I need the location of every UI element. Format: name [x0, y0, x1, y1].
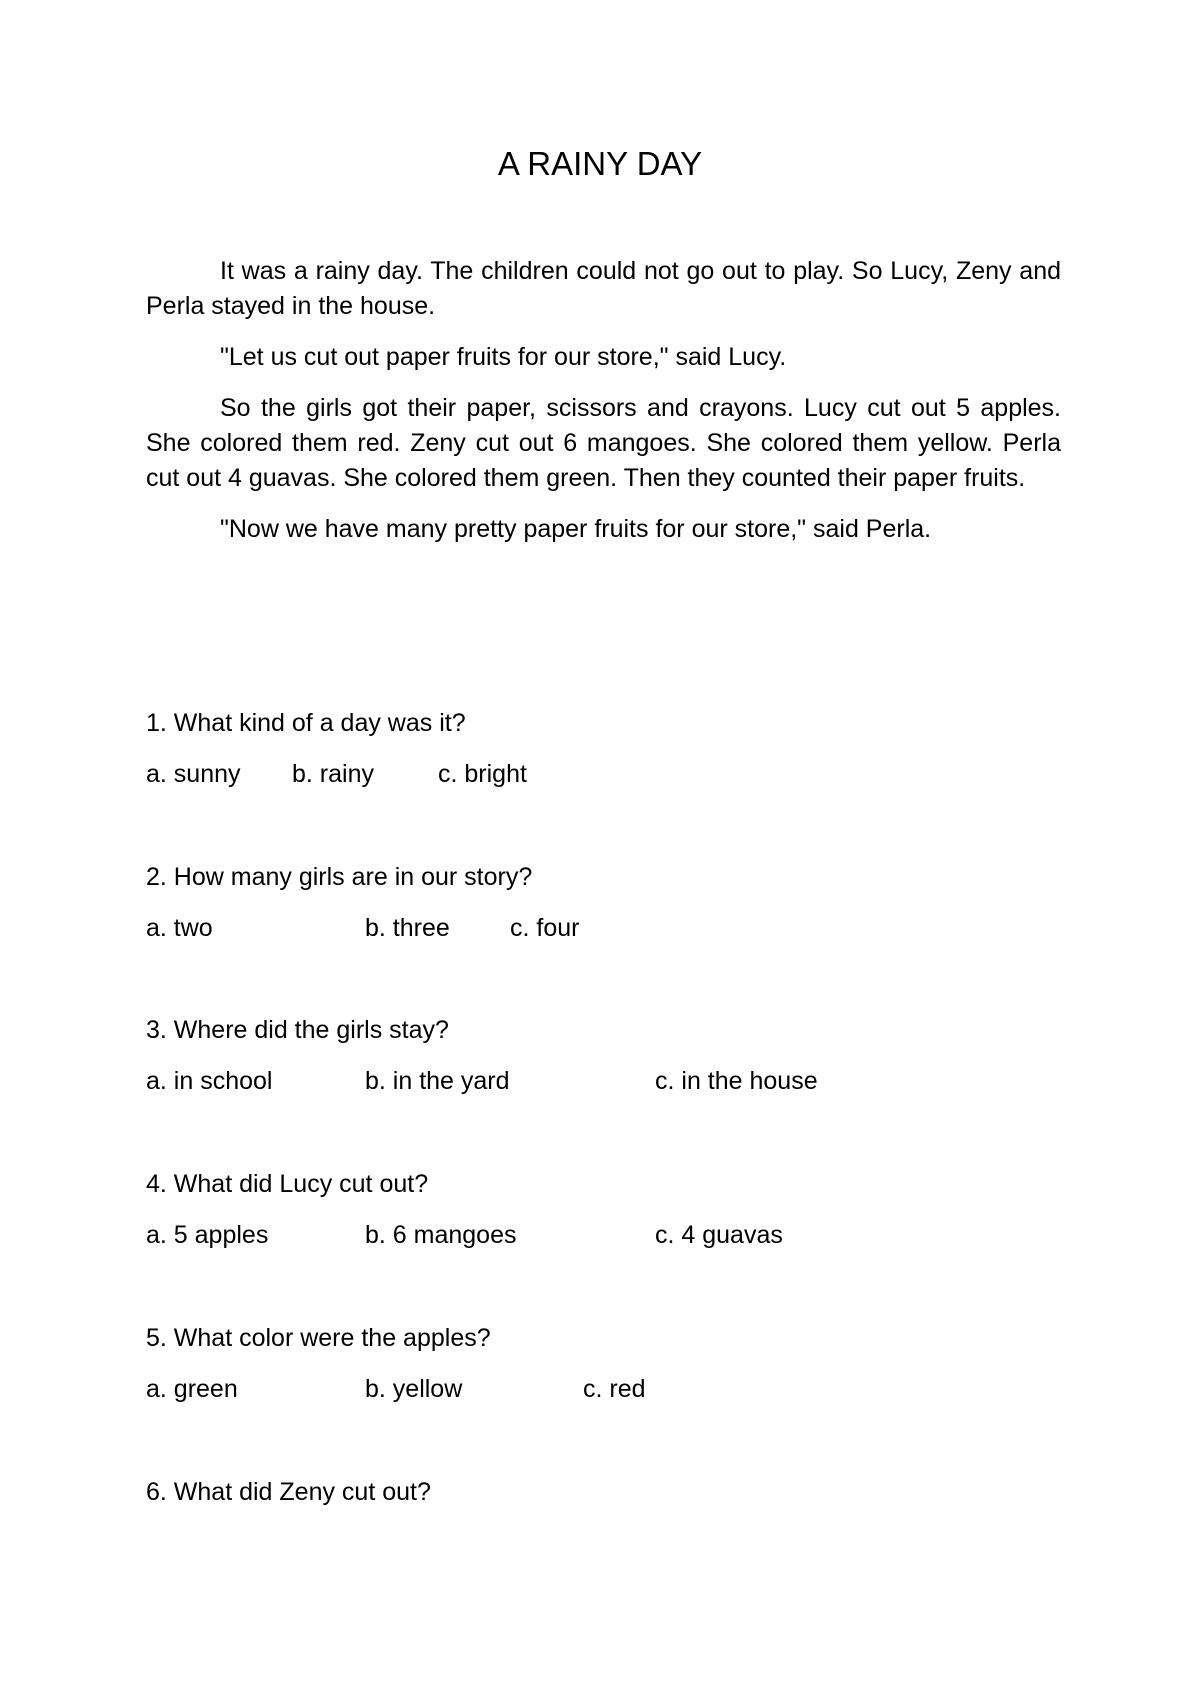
answer-option-c: c. in the house [655, 1067, 818, 1095]
answer-option-b: b. in the yard [365, 1067, 510, 1095]
answer-option-c: c. 4 guavas [655, 1221, 783, 1249]
question-6 [146, 1475, 1061, 1510]
answer-options [146, 1064, 1061, 1099]
story-text [146, 254, 1061, 563]
question-2 [146, 860, 1061, 946]
question-text: 4. What did Lucy cut out? [146, 1170, 429, 1198]
answer-option-a: a. two [146, 914, 213, 942]
page-title: A RAINY DAY [497, 145, 703, 182]
question-4 [146, 1167, 1061, 1253]
story-paragraph: "Let us cut out paper fruits for our store," said Lucy. [220, 343, 787, 371]
question-text: 3. Where did the girls stay? [146, 1016, 449, 1044]
answer-options [146, 1218, 1061, 1253]
answer-option-c: c. red [583, 1375, 646, 1403]
answer-option-b: b. yellow [365, 1375, 463, 1403]
question-text: 2. How many girls are in our story? [146, 863, 533, 891]
answer-option-a: a. 5 apples [146, 1221, 269, 1249]
question-5 [146, 1321, 1061, 1407]
answer-option-a: a. in school [146, 1067, 273, 1095]
answer-options [146, 911, 1061, 946]
question-text: 6. What did Zeny cut out? [146, 1478, 431, 1506]
answer-option-c: c. four [510, 914, 580, 942]
answer-option-a: a. sunny [146, 760, 241, 788]
question-text: 5. What color were the apples? [146, 1324, 491, 1352]
answer-option-b: b. rainy [292, 760, 374, 788]
question-text: 1. What kind of a day was it? [146, 709, 466, 737]
answer-option-b: b. three [365, 914, 450, 942]
question-3 [146, 1013, 1061, 1099]
story-paragraph: So the girls got their paper, scissors and crayons. Lucy cut out 5 apples. She colored them red. Zeny cut out 6 mangoes. She colored them yellow. Perla cut out 4 guavas. She colored them green. Then they counted their paper fruits. [146, 394, 1061, 492]
story-paragraph: It was a rainy day. The children could not go out to play. So Lucy, Zeny and Perla stayed in the house. [146, 257, 1061, 320]
question-1 [146, 706, 1061, 792]
story-paragraph: "Now we have many pretty paper fruits for our store," said Perla. [220, 515, 932, 543]
answer-option-a: a. green [146, 1375, 238, 1403]
answer-option-b: b. 6 mangoes [365, 1221, 517, 1249]
answer-option-c: c. bright [438, 760, 527, 788]
answer-options [146, 757, 1061, 792]
answer-options [146, 1372, 1061, 1407]
